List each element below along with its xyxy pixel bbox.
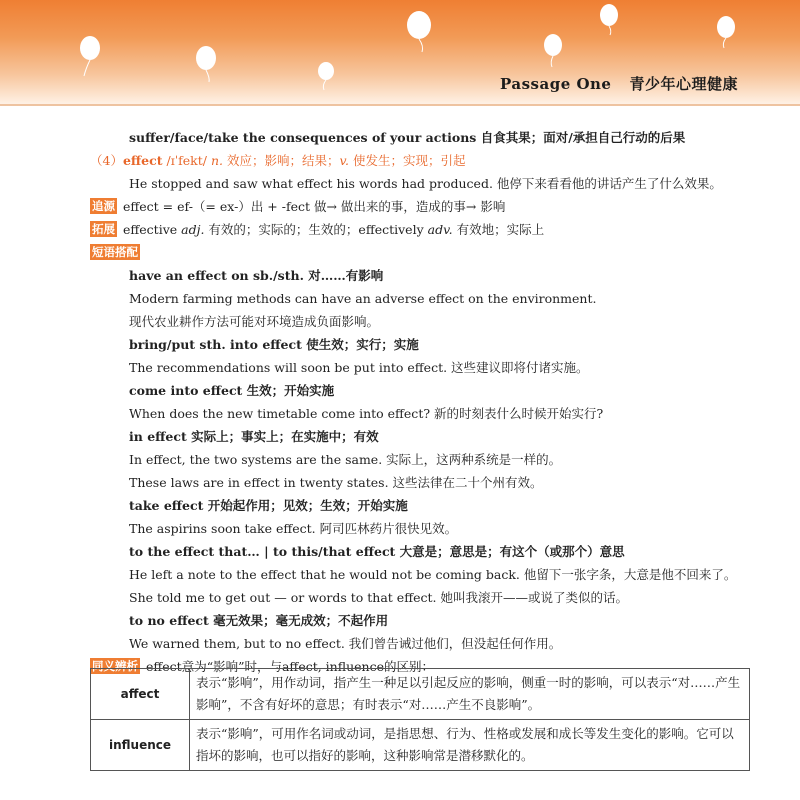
phrase-line: take effect 开始起作用；见效；生效；开始实施 [129,498,408,513]
pos-label: adj. [181,222,205,237]
phrase-line: bring/put sth. into effect 使生效；实行；实施 [129,337,419,352]
balloon-icon [80,36,100,76]
pos-label: v. [339,153,350,168]
passage-label: Passage One [500,75,612,93]
pos-label: adv. [427,222,453,237]
synonym-tag: 同义辨析 [92,659,138,673]
balloon-icon [407,11,431,52]
definition: 效应；影响；结果； [222,153,340,168]
collocation-header [90,241,750,264]
balloon-icon [600,4,618,35]
phrase-line: to no effect 毫无效果；毫无成效；不起作用 [129,613,389,628]
example-sentence: The aspirins soon take effect. 阿司匹林药片很快见效。 [129,521,458,536]
extension-text: 有效的；实际的；生效的；effectively [204,222,428,237]
example-sentence: When does the new timetable come into effect? 新的时刻表什么时候开始实行? [129,406,604,421]
phrase-line: to the effect that… | to this/that effect 大意是；意思是；有这个（或那个）意思 [129,544,625,559]
balloon-icon [196,46,216,82]
etymology-text: effect = ef-（= ex-）出 + -fect 做→ 做出来的事，造成的事→ 影响 [123,199,506,214]
phonetic: /ɪˈfekt/ [162,153,211,168]
etymology-tag: 追源 [92,199,115,213]
table-row [91,720,750,771]
running-header [500,73,738,94]
phrase-line: come into effect 生效；开始实施 [129,383,335,398]
table-word: affect [91,669,190,720]
example-sentence: Modern farming methods can have an adverse effect on the environment. [129,291,597,306]
example-sentence: We warned them, but to no effect. 我们曾告诫过他们，但没起任何作用。 [129,636,562,651]
balloon-icon [544,34,562,67]
example-sentence: In effect, the two systems are the same. 实际上，这两种系统是一样的。 [129,452,562,467]
topic-label: 青少年心理健康 [629,75,738,93]
example-sentence: He left a note to the effect that he would not be coming back. 他留下一张字条，大意是他不回来了。 [129,567,737,582]
balloon-icon [717,16,735,48]
phrase-line: suffer/face/take the consequences of your actions 自食其果；面对/承担自己行动的后果 [129,130,686,145]
headword: effect [122,153,163,168]
synonym-intro: effect意为“影响”时，与affect, influence的区别： [146,659,434,674]
table-row [91,669,750,720]
table-word: influence [91,720,190,771]
example-sentence: He stopped and saw what effect his words had produced. 他停下来看看他的讲话产生了什么效果。 [129,176,722,191]
table-description: 表示“影响”，用作动词，指产生一种足以引起反应的影响，侧重一时的影响，可以表示“对……产生影响”，不含有好坏的意思；有时表示“对……产生不良影响”。 [190,669,750,720]
collocation-tag: 短语搭配 [92,245,138,259]
example-sentence: These laws are in effect in twenty states. 这些法律在二十个州有效。 [129,475,543,490]
phrase-line: have an effect on sb./sth. 对……有影响 [129,268,384,283]
example-translation: 现代农业耕作方法可能对环境造成负面影响。 [129,314,380,329]
entry-body [90,126,750,678]
page-header [0,0,800,106]
extension-text: 有效地；实际上 [452,222,545,237]
table-description: 表示“影响”，可用作名词或动词，是指思想、行为、性格或发展和成长等发生变化的影响。它可以指坏的影响，也可以指好的影响，这种影响常是潜移默化的。 [190,720,750,771]
definition: 使发生；实现；引起 [349,153,466,168]
extension-line [90,218,750,241]
header-divider [0,104,800,106]
extension-tag: 拓展 [92,222,115,236]
etymology-line [90,195,750,218]
balloon-icon [318,62,334,90]
extension-text: effective [123,222,182,237]
phrase-line: in effect 实际上；事实上；在实施中；有效 [129,429,379,444]
headword-number: （4） [90,153,123,168]
comparison-table [90,668,750,771]
example-sentence: She told me to get out — or words to that effect. 她叫我滚开——或说了类似的话。 [129,590,628,605]
headword-line [90,149,750,172]
pos-label: n. [210,153,223,168]
example-sentence: The recommendations will soon be put into effect. 这些建议即将付诸实施。 [129,360,589,375]
